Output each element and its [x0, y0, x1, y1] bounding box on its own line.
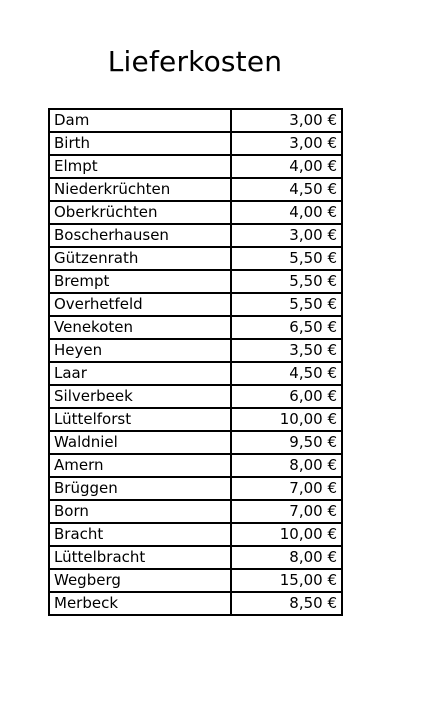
table-row — [49, 201, 342, 224]
table-row — [49, 569, 342, 592]
table-row — [49, 546, 342, 569]
place-cell: Boscherhausen — [49, 224, 231, 247]
price-cell: 7,00 € — [231, 500, 342, 523]
price-cell: 9,50 € — [231, 431, 342, 454]
table-row — [49, 293, 342, 316]
price-cell: 10,00 € — [231, 523, 342, 546]
place-cell: Gützenrath — [49, 247, 231, 270]
table-row — [49, 178, 342, 201]
place-cell: Venekoten — [49, 316, 231, 339]
price-cell: 6,50 € — [231, 316, 342, 339]
table-row — [49, 362, 342, 385]
price-cell: 5,50 € — [231, 270, 342, 293]
price-cell: 3,00 € — [231, 109, 342, 132]
price-cell: 10,00 € — [231, 408, 342, 431]
price-cell: 5,50 € — [231, 247, 342, 270]
place-cell: Oberkrüchten — [49, 201, 231, 224]
table-row — [49, 132, 342, 155]
table-row — [49, 247, 342, 270]
table-row — [49, 270, 342, 293]
place-cell: Merbeck — [49, 592, 231, 615]
delivery-cost-table-body — [49, 109, 342, 615]
price-cell: 4,00 € — [231, 155, 342, 178]
table-row — [49, 592, 342, 615]
price-cell: 6,00 € — [231, 385, 342, 408]
price-cell: 4,00 € — [231, 201, 342, 224]
place-cell: Born — [49, 500, 231, 523]
price-cell: 8,00 € — [231, 454, 342, 477]
table-row — [49, 454, 342, 477]
table-row — [49, 224, 342, 247]
price-cell: 8,00 € — [231, 546, 342, 569]
place-cell: Overhetfeld — [49, 293, 231, 316]
place-cell: Laar — [49, 362, 231, 385]
place-cell: Dam — [49, 109, 231, 132]
table-row — [49, 339, 342, 362]
price-cell: 15,00 € — [231, 569, 342, 592]
price-cell: 7,00 € — [231, 477, 342, 500]
place-cell: Lüttelbracht — [49, 546, 231, 569]
price-cell: 3,50 € — [231, 339, 342, 362]
place-cell: Lüttelforst — [49, 408, 231, 431]
page-title: Lieferkosten — [107, 45, 283, 78]
place-cell: Niederkrüchten — [49, 178, 231, 201]
place-cell: Heyen — [49, 339, 231, 362]
place-cell: Brempt — [49, 270, 231, 293]
place-cell: Amern — [49, 454, 231, 477]
price-cell: 3,00 € — [231, 132, 342, 155]
table-row — [49, 408, 342, 431]
table-row — [49, 431, 342, 454]
place-cell: Brüggen — [49, 477, 231, 500]
price-cell: 3,00 € — [231, 224, 342, 247]
table-row — [49, 523, 342, 546]
table-row — [49, 500, 342, 523]
place-cell: Silverbeek — [49, 385, 231, 408]
place-cell: Waldniel — [49, 431, 231, 454]
table-row — [49, 477, 342, 500]
place-cell: Wegberg — [49, 569, 231, 592]
table-row — [49, 155, 342, 178]
price-cell: 5,50 € — [231, 293, 342, 316]
place-cell: Bracht — [49, 523, 231, 546]
price-cell: 4,50 € — [231, 178, 342, 201]
price-cell: 4,50 € — [231, 362, 342, 385]
delivery-cost-table — [48, 108, 343, 616]
table-row — [49, 385, 342, 408]
price-cell: 8,50 € — [231, 592, 342, 615]
place-cell: Birth — [49, 132, 231, 155]
table-row — [49, 109, 342, 132]
place-cell: Elmpt — [49, 155, 231, 178]
table-row — [49, 316, 342, 339]
